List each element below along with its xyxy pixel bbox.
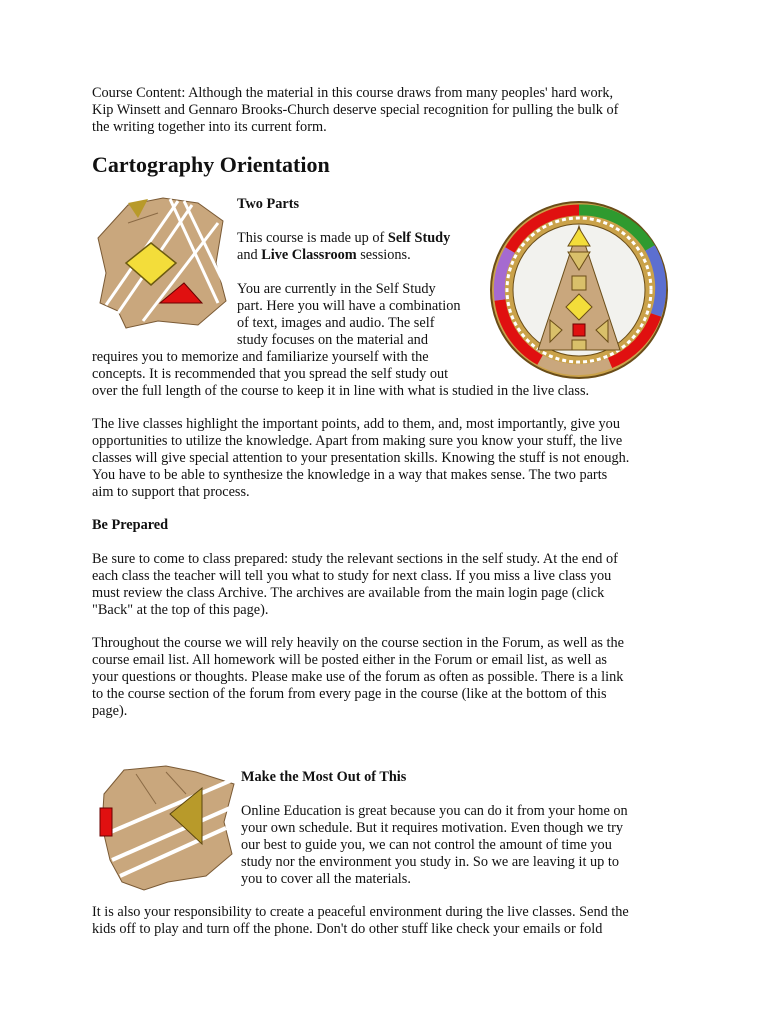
intro-line: Course Content: Although the material in this course draws from many peoples' hard work, (92, 85, 614, 101)
two-parts-paragraph-2: requires you to memorize and familiarize yourself with the concepts. It is recommended that you spread the self study out over the full length of the course to keep it in line with what is studied in the live class. (92, 349, 590, 399)
two-parts-paragraph-3: The live classes highlight the important points, add to them, and, most importantly, give you opportunities to utilize the knowledge. Apart from making sure you know your stuff, the live classes will give special attention to your presentation skills. Knowing the stuff is not enough. You have to be able to synthesize the knowledge in a way that makes sense. The two parts aim to support that process. (92, 416, 630, 500)
chart-fragment-icon (96, 764, 238, 892)
page-title: Cartography Orientation (92, 152, 330, 177)
most-out-paragraph-2: It is also your responsibility to create a peaceful environment during the live classes. Send the kids off to play and turn off the phone. Don't do other stuff like check your emails or fold (92, 904, 629, 937)
intro-line: Kip Winsett and Gennaro Brooks-Church deserve special recognition for pulling the bulk of (92, 102, 619, 118)
two-parts-heading: Two Parts (237, 196, 300, 212)
be-prepared-paragraph-1: Be sure to come to class prepared: study the relevant sections in the self study. At the end of each class the teacher will tell you what to study for next class. If you miss a live class you must review the class Archive. The archives are available from the main login page (click "Back" at the top of this page). (92, 551, 618, 618)
two-parts-paragraph-1: This course is made up of Self Study and Live Classroom sessions. (237, 230, 451, 263)
most-out-paragraph-1: Online Education is great because you can do it from your home on your own schedule. But it requires motivation. Even though we try our best to guide you, we can not control the amount of time you study nor the environment you study in. So we are leaving it up to you to cover all the materials. (241, 803, 628, 887)
be-prepared-heading: Be Prepared (92, 517, 169, 533)
most-out-heading: Make the Most Out of This (241, 769, 407, 785)
be-prepared-paragraph-2: Throughout the course we will rely heavily on the course section in the Forum, as well as the course email list. All homework will be posted either in the Forum or email list, as well as your questions or thoughts. Please make use of the forum as often as possible. There is a link to the course section of the forum from every page in the course (like at the bottom of this page). (92, 635, 625, 719)
chart-fragment-icon (88, 193, 228, 333)
course-content-paragraph (92, 85, 682, 136)
intro-line: the writing together into its current form. (92, 119, 327, 135)
two-parts-paragraph-2-wrap: You are currently in the Self Study part. Here you will have a combination of text, images and audio. The self study focuses on the material and (237, 281, 461, 348)
